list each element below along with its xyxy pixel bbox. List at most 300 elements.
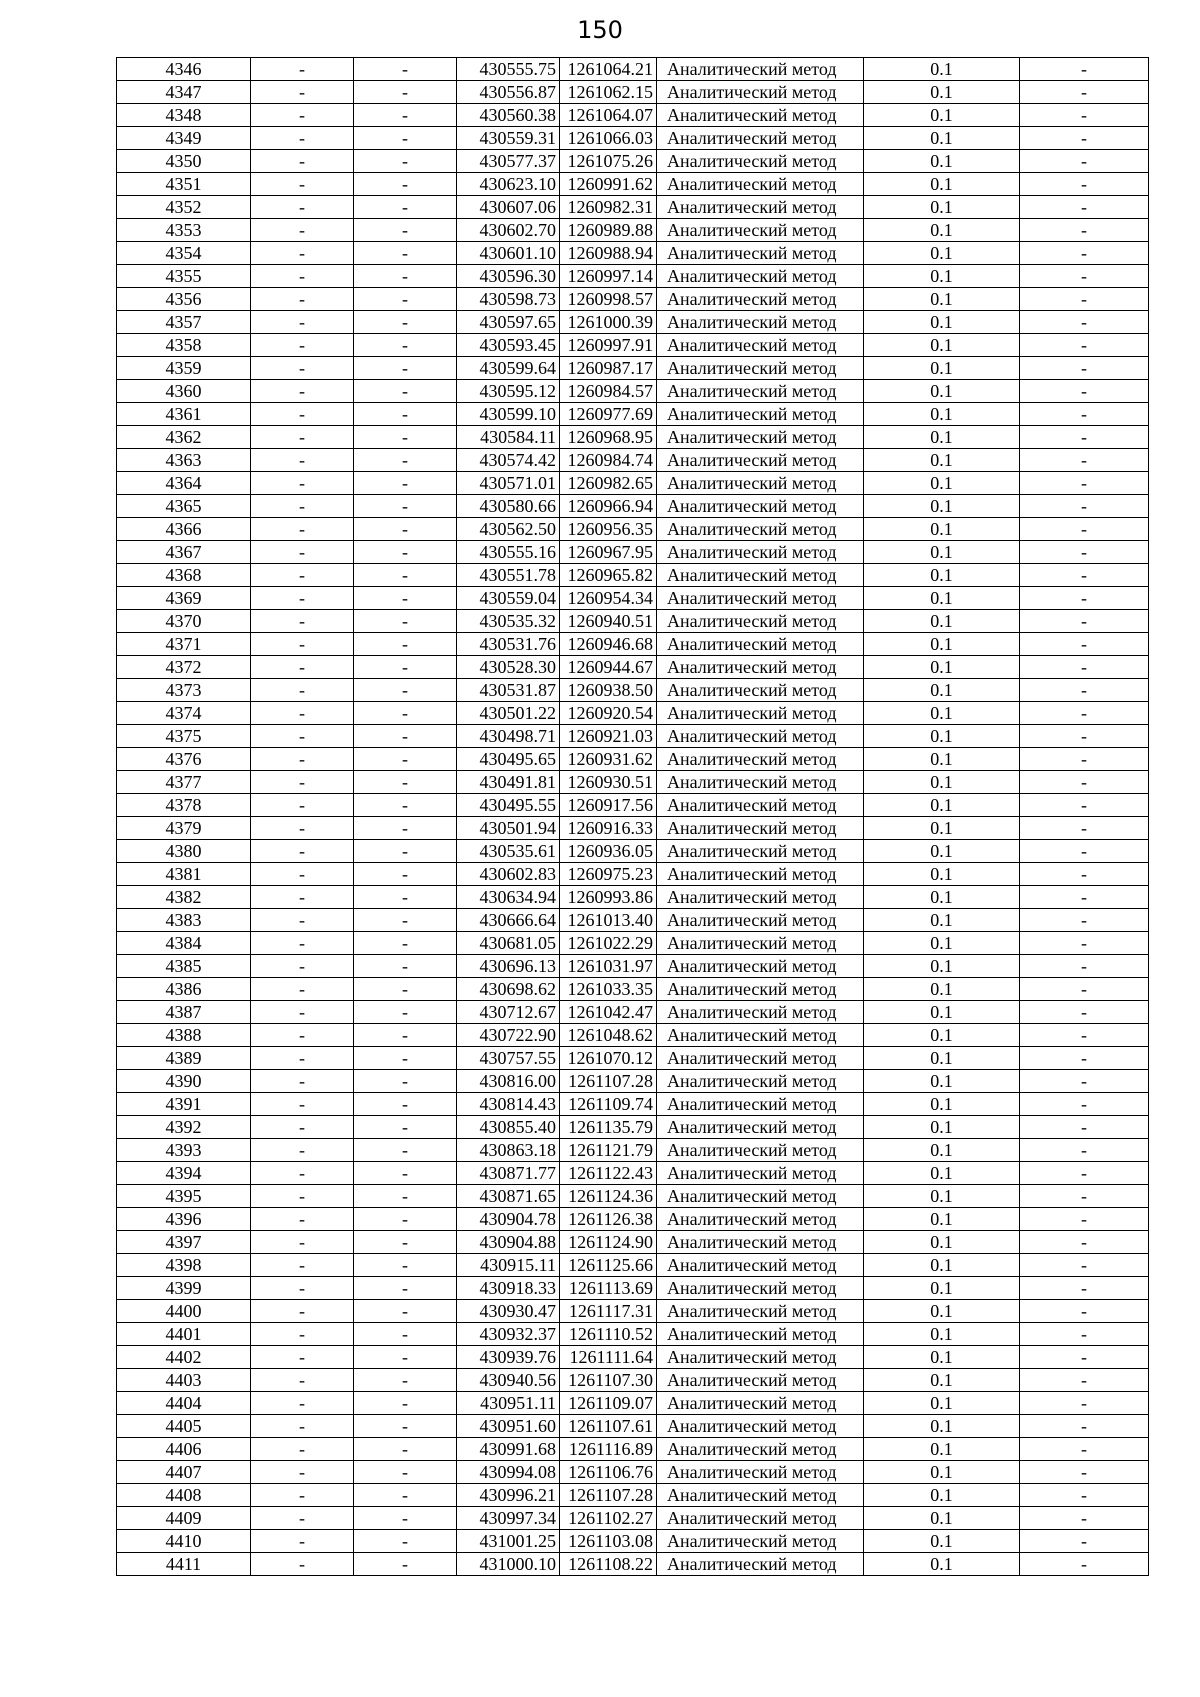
y-coordinate-cell: 1261070.12 — [560, 1047, 657, 1070]
dash-cell-b: - — [354, 1047, 457, 1070]
x-coordinate-cell: 430577.37 — [457, 150, 560, 173]
table-row — [117, 426, 1149, 449]
method-cell: Аналитический метод — [657, 817, 864, 840]
x-coordinate-cell: 430666.64 — [457, 909, 560, 932]
point-number-cell: 4410 — [117, 1530, 251, 1553]
dash-cell-a: - — [251, 1300, 354, 1323]
dash-cell-c: - — [1020, 1093, 1149, 1116]
x-coordinate-cell: 430555.75 — [457, 58, 560, 81]
y-coordinate-cell: 1261103.08 — [560, 1530, 657, 1553]
dash-cell-c: - — [1020, 932, 1149, 955]
method-cell: Аналитический метод — [657, 1231, 864, 1254]
dash-cell-c: - — [1020, 196, 1149, 219]
table-row — [117, 840, 1149, 863]
table-row — [117, 932, 1149, 955]
accuracy-cell: 0.1 — [864, 1116, 1020, 1139]
dash-cell-c: - — [1020, 1185, 1149, 1208]
x-coordinate-cell: 430601.10 — [457, 242, 560, 265]
x-coordinate-cell: 430940.56 — [457, 1369, 560, 1392]
table-row — [117, 173, 1149, 196]
method-cell: Аналитический метод — [657, 610, 864, 633]
dash-cell-a: - — [251, 1139, 354, 1162]
dash-cell-c: - — [1020, 564, 1149, 587]
dash-cell-c: - — [1020, 1346, 1149, 1369]
point-number-cell: 4411 — [117, 1553, 251, 1576]
y-coordinate-cell: 1261106.76 — [560, 1461, 657, 1484]
point-number-cell: 4364 — [117, 472, 251, 495]
y-coordinate-cell: 1261109.07 — [560, 1392, 657, 1415]
y-coordinate-cell: 1260997.91 — [560, 334, 657, 357]
table-row — [117, 1415, 1149, 1438]
y-coordinate-cell: 1261125.66 — [560, 1254, 657, 1277]
coordinates-table — [116, 57, 1149, 1576]
x-coordinate-cell: 430602.83 — [457, 863, 560, 886]
dash-cell-c: - — [1020, 1415, 1149, 1438]
dash-cell-b: - — [354, 127, 457, 150]
dash-cell-c: - — [1020, 1484, 1149, 1507]
x-coordinate-cell: 430871.65 — [457, 1185, 560, 1208]
dash-cell-b: - — [354, 1277, 457, 1300]
dash-cell-b: - — [354, 104, 457, 127]
point-number-cell: 4348 — [117, 104, 251, 127]
dash-cell-c: - — [1020, 955, 1149, 978]
y-coordinate-cell: 1260931.62 — [560, 748, 657, 771]
accuracy-cell: 0.1 — [864, 1553, 1020, 1576]
accuracy-cell: 0.1 — [864, 1461, 1020, 1484]
dash-cell-b: - — [354, 541, 457, 564]
point-number-cell: 4387 — [117, 1001, 251, 1024]
dash-cell-a: - — [251, 1415, 354, 1438]
x-coordinate-cell: 430495.55 — [457, 794, 560, 817]
accuracy-cell: 0.1 — [864, 1070, 1020, 1093]
dash-cell-b: - — [354, 771, 457, 794]
dash-cell-a: - — [251, 1346, 354, 1369]
y-coordinate-cell: 1261111.64 — [560, 1346, 657, 1369]
accuracy-cell: 0.1 — [864, 1185, 1020, 1208]
dash-cell-b: - — [354, 495, 457, 518]
dash-cell-a: - — [251, 794, 354, 817]
dash-cell-a: - — [251, 265, 354, 288]
x-coordinate-cell: 430562.50 — [457, 518, 560, 541]
method-cell: Аналитический метод — [657, 449, 864, 472]
y-coordinate-cell: 1260997.14 — [560, 265, 657, 288]
method-cell: Аналитический метод — [657, 886, 864, 909]
dash-cell-b: - — [354, 403, 457, 426]
method-cell: Аналитический метод — [657, 748, 864, 771]
x-coordinate-cell: 430571.01 — [457, 472, 560, 495]
method-cell: Аналитический метод — [657, 1507, 864, 1530]
table-row — [117, 1323, 1149, 1346]
table-body — [117, 58, 1149, 1576]
point-number-cell: 4397 — [117, 1231, 251, 1254]
table-row — [117, 587, 1149, 610]
method-cell: Аналитический метод — [657, 863, 864, 886]
accuracy-cell: 0.1 — [864, 1300, 1020, 1323]
dash-cell-b: - — [354, 1530, 457, 1553]
method-cell: Аналитический метод — [657, 978, 864, 1001]
dash-cell-c: - — [1020, 265, 1149, 288]
dash-cell-c: - — [1020, 610, 1149, 633]
x-coordinate-cell: 430816.00 — [457, 1070, 560, 1093]
accuracy-cell: 0.1 — [864, 334, 1020, 357]
dash-cell-c: - — [1020, 518, 1149, 541]
table-row — [117, 1001, 1149, 1024]
point-number-cell: 4399 — [117, 1277, 251, 1300]
dash-cell-b: - — [354, 886, 457, 909]
point-number-cell: 4350 — [117, 150, 251, 173]
method-cell: Аналитический метод — [657, 495, 864, 518]
dash-cell-c: - — [1020, 1530, 1149, 1553]
accuracy-cell: 0.1 — [864, 426, 1020, 449]
y-coordinate-cell: 1261075.26 — [560, 150, 657, 173]
dash-cell-b: - — [354, 196, 457, 219]
y-coordinate-cell: 1261126.38 — [560, 1208, 657, 1231]
y-coordinate-cell: 1261064.07 — [560, 104, 657, 127]
method-cell: Аналитический метод — [657, 104, 864, 127]
dash-cell-c: - — [1020, 449, 1149, 472]
x-coordinate-cell: 430991.68 — [457, 1438, 560, 1461]
table-row — [117, 1047, 1149, 1070]
x-coordinate-cell: 430696.13 — [457, 955, 560, 978]
method-cell: Аналитический метод — [657, 1415, 864, 1438]
point-number-cell: 4405 — [117, 1415, 251, 1438]
dash-cell-a: - — [251, 380, 354, 403]
dash-cell-b: - — [354, 219, 457, 242]
method-cell: Аналитический метод — [657, 1047, 864, 1070]
dash-cell-b: - — [354, 610, 457, 633]
method-cell: Аналитический метод — [657, 1024, 864, 1047]
x-coordinate-cell: 430599.10 — [457, 403, 560, 426]
dash-cell-a: - — [251, 1047, 354, 1070]
dash-cell-b: - — [354, 978, 457, 1001]
dash-cell-b: - — [354, 1438, 457, 1461]
accuracy-cell: 0.1 — [864, 1001, 1020, 1024]
point-number-cell: 4403 — [117, 1369, 251, 1392]
x-coordinate-cell: 431000.10 — [457, 1553, 560, 1576]
dash-cell-b: - — [354, 518, 457, 541]
table-row — [117, 334, 1149, 357]
dash-cell-b: - — [354, 1461, 457, 1484]
dash-cell-b: - — [354, 311, 457, 334]
accuracy-cell: 0.1 — [864, 1346, 1020, 1369]
point-number-cell: 4357 — [117, 311, 251, 334]
point-number-cell: 4388 — [117, 1024, 251, 1047]
accuracy-cell: 0.1 — [864, 1231, 1020, 1254]
x-coordinate-cell: 430634.94 — [457, 886, 560, 909]
dash-cell-a: - — [251, 955, 354, 978]
dash-cell-a: - — [251, 1185, 354, 1208]
y-coordinate-cell: 1260940.51 — [560, 610, 657, 633]
accuracy-cell: 0.1 — [864, 242, 1020, 265]
accuracy-cell: 0.1 — [864, 219, 1020, 242]
table-row — [117, 1208, 1149, 1231]
method-cell: Аналитический метод — [657, 656, 864, 679]
method-cell: Аналитический метод — [657, 1254, 864, 1277]
dash-cell-a: - — [251, 633, 354, 656]
dash-cell-c: - — [1020, 242, 1149, 265]
table-row — [117, 541, 1149, 564]
dash-cell-b: - — [354, 334, 457, 357]
dash-cell-b: - — [354, 1300, 457, 1323]
point-number-cell: 4382 — [117, 886, 251, 909]
dash-cell-a: - — [251, 610, 354, 633]
x-coordinate-cell: 430593.45 — [457, 334, 560, 357]
dash-cell-c: - — [1020, 978, 1149, 1001]
y-coordinate-cell: 1260936.05 — [560, 840, 657, 863]
accuracy-cell: 0.1 — [864, 1254, 1020, 1277]
dash-cell-b: - — [354, 564, 457, 587]
point-number-cell: 4401 — [117, 1323, 251, 1346]
dash-cell-c: - — [1020, 426, 1149, 449]
accuracy-cell: 0.1 — [864, 127, 1020, 150]
accuracy-cell: 0.1 — [864, 1093, 1020, 1116]
accuracy-cell: 0.1 — [864, 633, 1020, 656]
accuracy-cell: 0.1 — [864, 380, 1020, 403]
dash-cell-a: - — [251, 1369, 354, 1392]
dash-cell-a: - — [251, 1093, 354, 1116]
dash-cell-c: - — [1020, 748, 1149, 771]
accuracy-cell: 0.1 — [864, 932, 1020, 955]
y-coordinate-cell: 1260988.94 — [560, 242, 657, 265]
dash-cell-b: - — [354, 1024, 457, 1047]
point-number-cell: 4374 — [117, 702, 251, 725]
dash-cell-c: - — [1020, 357, 1149, 380]
dash-cell-c: - — [1020, 1208, 1149, 1231]
dash-cell-a: - — [251, 426, 354, 449]
y-coordinate-cell: 1260916.33 — [560, 817, 657, 840]
table-row — [117, 633, 1149, 656]
table-row — [117, 978, 1149, 1001]
dash-cell-a: - — [251, 403, 354, 426]
accuracy-cell: 0.1 — [864, 1369, 1020, 1392]
method-cell: Аналитический метод — [657, 1277, 864, 1300]
point-number-cell: 4366 — [117, 518, 251, 541]
dash-cell-c: - — [1020, 1507, 1149, 1530]
accuracy-cell: 0.1 — [864, 771, 1020, 794]
accuracy-cell: 0.1 — [864, 840, 1020, 863]
point-number-cell: 4367 — [117, 541, 251, 564]
table-row — [117, 1116, 1149, 1139]
table-row — [117, 1231, 1149, 1254]
dash-cell-a: - — [251, 725, 354, 748]
accuracy-cell: 0.1 — [864, 81, 1020, 104]
point-number-cell: 4383 — [117, 909, 251, 932]
x-coordinate-cell: 430607.06 — [457, 196, 560, 219]
x-coordinate-cell: 430623.10 — [457, 173, 560, 196]
dash-cell-b: - — [354, 1231, 457, 1254]
method-cell: Аналитический метод — [657, 1300, 864, 1323]
table-row — [117, 725, 1149, 748]
table-row — [117, 518, 1149, 541]
x-coordinate-cell: 430598.73 — [457, 288, 560, 311]
dash-cell-a: - — [251, 357, 354, 380]
dash-cell-a: - — [251, 679, 354, 702]
y-coordinate-cell: 1261062.15 — [560, 81, 657, 104]
dash-cell-c: - — [1020, 311, 1149, 334]
method-cell: Аналитический метод — [657, 1162, 864, 1185]
dash-cell-a: - — [251, 817, 354, 840]
table-row — [117, 1024, 1149, 1047]
method-cell: Аналитический метод — [657, 311, 864, 334]
point-number-cell: 4370 — [117, 610, 251, 633]
table-row — [117, 242, 1149, 265]
point-number-cell: 4358 — [117, 334, 251, 357]
table-row — [117, 311, 1149, 334]
x-coordinate-cell: 430599.64 — [457, 357, 560, 380]
dash-cell-a: - — [251, 1553, 354, 1576]
point-number-cell: 4368 — [117, 564, 251, 587]
dash-cell-a: - — [251, 656, 354, 679]
x-coordinate-cell: 430559.04 — [457, 587, 560, 610]
y-coordinate-cell: 1260991.62 — [560, 173, 657, 196]
accuracy-cell: 0.1 — [864, 1415, 1020, 1438]
y-coordinate-cell: 1261122.43 — [560, 1162, 657, 1185]
method-cell: Аналитический метод — [657, 1438, 864, 1461]
dash-cell-b: - — [354, 1254, 457, 1277]
x-coordinate-cell: 430996.21 — [457, 1484, 560, 1507]
dash-cell-c: - — [1020, 1438, 1149, 1461]
table-row — [117, 1070, 1149, 1093]
point-number-cell: 4346 — [117, 58, 251, 81]
x-coordinate-cell: 430531.76 — [457, 633, 560, 656]
y-coordinate-cell: 1261124.36 — [560, 1185, 657, 1208]
dash-cell-b: - — [354, 1162, 457, 1185]
dash-cell-b: - — [354, 150, 457, 173]
dash-cell-a: - — [251, 840, 354, 863]
point-number-cell: 4386 — [117, 978, 251, 1001]
dash-cell-c: - — [1020, 656, 1149, 679]
y-coordinate-cell: 1261113.69 — [560, 1277, 657, 1300]
dash-cell-a: - — [251, 587, 354, 610]
method-cell: Аналитический метод — [657, 518, 864, 541]
accuracy-cell: 0.1 — [864, 403, 1020, 426]
dash-cell-c: - — [1020, 817, 1149, 840]
point-number-cell: 4369 — [117, 587, 251, 610]
y-coordinate-cell: 1261022.29 — [560, 932, 657, 955]
table-row — [117, 357, 1149, 380]
table-row — [117, 104, 1149, 127]
dash-cell-c: - — [1020, 1116, 1149, 1139]
dash-cell-c: - — [1020, 219, 1149, 242]
dash-cell-b: - — [354, 1392, 457, 1415]
dash-cell-a: - — [251, 1208, 354, 1231]
y-coordinate-cell: 1260954.34 — [560, 587, 657, 610]
y-coordinate-cell: 1261107.61 — [560, 1415, 657, 1438]
method-cell: Аналитический метод — [657, 1346, 864, 1369]
point-number-cell: 4389 — [117, 1047, 251, 1070]
dash-cell-a: - — [251, 1323, 354, 1346]
dash-cell-b: - — [354, 909, 457, 932]
method-cell: Аналитический метод — [657, 173, 864, 196]
accuracy-cell: 0.1 — [864, 1162, 1020, 1185]
dash-cell-b: - — [354, 472, 457, 495]
y-coordinate-cell: 1261031.97 — [560, 955, 657, 978]
x-coordinate-cell: 430498.71 — [457, 725, 560, 748]
dash-cell-b: - — [354, 1116, 457, 1139]
table-row — [117, 1254, 1149, 1277]
dash-cell-a: - — [251, 288, 354, 311]
x-coordinate-cell: 430871.77 — [457, 1162, 560, 1185]
dash-cell-c: - — [1020, 863, 1149, 886]
y-coordinate-cell: 1261135.79 — [560, 1116, 657, 1139]
y-coordinate-cell: 1261042.47 — [560, 1001, 657, 1024]
dash-cell-b: - — [354, 173, 457, 196]
dash-cell-b: - — [354, 449, 457, 472]
table-row — [117, 1346, 1149, 1369]
dash-cell-c: - — [1020, 104, 1149, 127]
dash-cell-b: - — [354, 932, 457, 955]
dash-cell-c: - — [1020, 1254, 1149, 1277]
accuracy-cell: 0.1 — [864, 1507, 1020, 1530]
dash-cell-c: - — [1020, 886, 1149, 909]
y-coordinate-cell: 1261048.62 — [560, 1024, 657, 1047]
dash-cell-c: - — [1020, 725, 1149, 748]
accuracy-cell: 0.1 — [864, 265, 1020, 288]
dash-cell-c: - — [1020, 1277, 1149, 1300]
dash-cell-b: - — [354, 1001, 457, 1024]
y-coordinate-cell: 1261108.22 — [560, 1553, 657, 1576]
dash-cell-b: - — [354, 1185, 457, 1208]
y-coordinate-cell: 1260993.86 — [560, 886, 657, 909]
point-number-cell: 4402 — [117, 1346, 251, 1369]
dash-cell-c: - — [1020, 702, 1149, 725]
table-row — [117, 58, 1149, 81]
table-row — [117, 564, 1149, 587]
method-cell: Аналитический метод — [657, 58, 864, 81]
dash-cell-a: - — [251, 1484, 354, 1507]
method-cell: Аналитический метод — [657, 426, 864, 449]
method-cell: Аналитический метод — [657, 679, 864, 702]
dash-cell-b: - — [354, 242, 457, 265]
table-row — [117, 150, 1149, 173]
method-cell: Аналитический метод — [657, 725, 864, 748]
dash-cell-b: - — [354, 863, 457, 886]
y-coordinate-cell: 1260977.69 — [560, 403, 657, 426]
x-coordinate-cell: 430528.30 — [457, 656, 560, 679]
point-number-cell: 4351 — [117, 173, 251, 196]
method-cell: Аналитический метод — [657, 587, 864, 610]
method-cell: Аналитический метод — [657, 1093, 864, 1116]
dash-cell-c: - — [1020, 380, 1149, 403]
table-row — [117, 1461, 1149, 1484]
dash-cell-a: - — [251, 1162, 354, 1185]
point-number-cell: 4381 — [117, 863, 251, 886]
point-number-cell: 4363 — [117, 449, 251, 472]
table-row — [117, 1438, 1149, 1461]
point-number-cell: 4385 — [117, 955, 251, 978]
table-row — [117, 1139, 1149, 1162]
method-cell: Аналитический метод — [657, 840, 864, 863]
accuracy-cell: 0.1 — [864, 150, 1020, 173]
x-coordinate-cell: 430997.34 — [457, 1507, 560, 1530]
dash-cell-a: - — [251, 173, 354, 196]
x-coordinate-cell: 430994.08 — [457, 1461, 560, 1484]
y-coordinate-cell: 1260965.82 — [560, 564, 657, 587]
method-cell: Аналитический метод — [657, 127, 864, 150]
x-coordinate-cell: 430712.67 — [457, 1001, 560, 1024]
accuracy-cell: 0.1 — [864, 955, 1020, 978]
dash-cell-a: - — [251, 472, 354, 495]
accuracy-cell: 0.1 — [864, 1208, 1020, 1231]
method-cell: Аналитический метод — [657, 403, 864, 426]
dash-cell-a: - — [251, 196, 354, 219]
x-coordinate-cell: 430951.60 — [457, 1415, 560, 1438]
point-number-cell: 4409 — [117, 1507, 251, 1530]
y-coordinate-cell: 1260956.35 — [560, 518, 657, 541]
dash-cell-c: - — [1020, 587, 1149, 610]
dash-cell-b: - — [354, 817, 457, 840]
accuracy-cell: 0.1 — [864, 1392, 1020, 1415]
